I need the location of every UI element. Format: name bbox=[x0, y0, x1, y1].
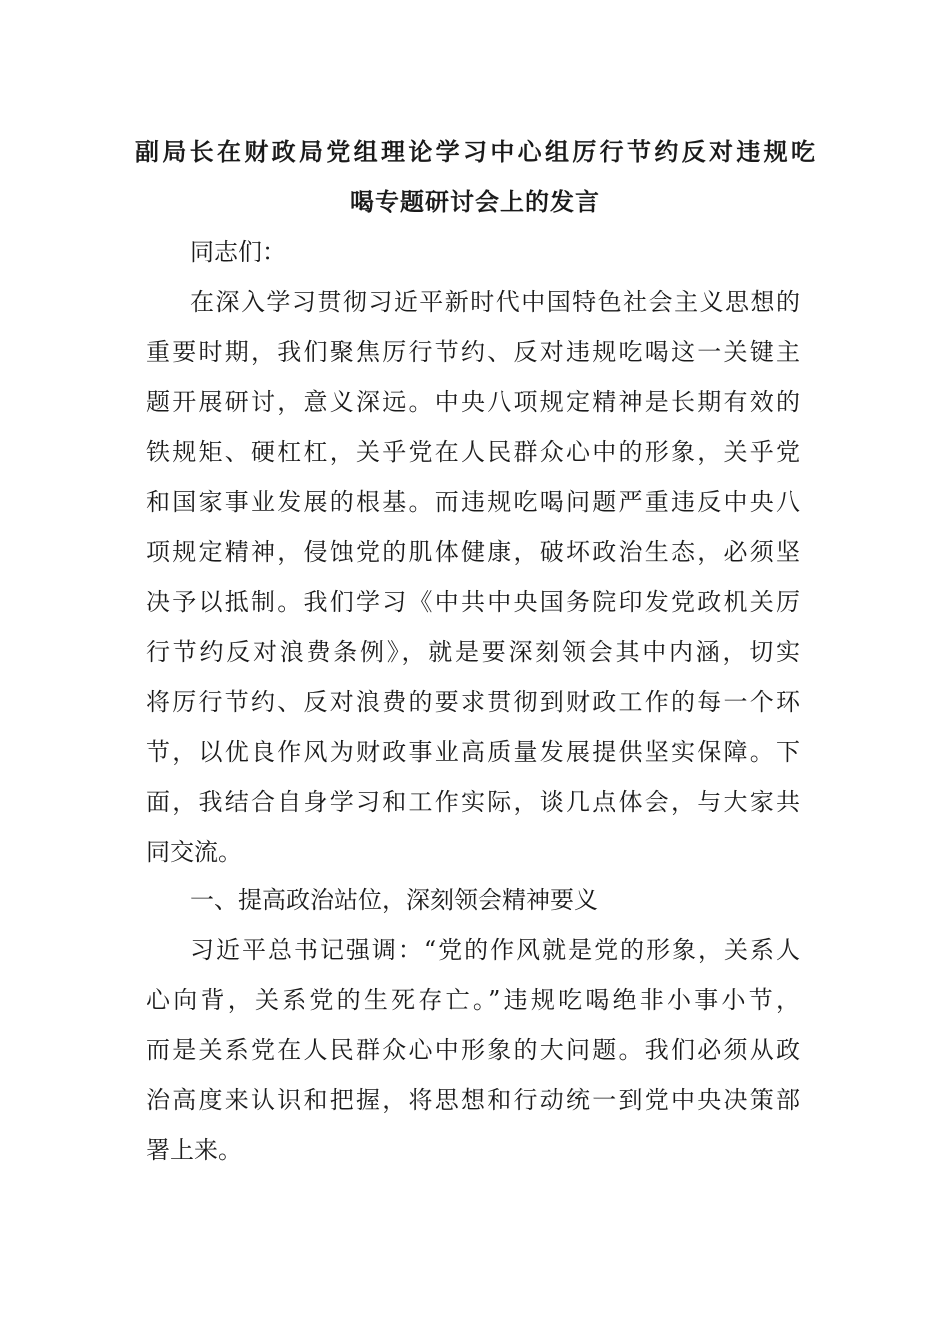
paragraph-1-line: 决予以抵制。我们学习《中共中央国务院印发党政机关厉 bbox=[146, 588, 800, 616]
paragraph-1-line: 项规定精神，侵蚀党的肌体健康，破坏政治生态，必须坚 bbox=[146, 538, 800, 566]
paragraph-2-line: 心向背，关系党的生死存亡。”违规吃喝绝非小事小节， bbox=[146, 986, 800, 1014]
paragraph-1-line: 和国家事业发展的根基。而违规吃喝问题严重违反中央八 bbox=[146, 488, 800, 516]
document-title-line-2: 喝专题研讨会上的发言 bbox=[350, 187, 600, 216]
paragraph-1-line: 面，我结合自身学习和工作实际，谈几点体会，与大家共 bbox=[146, 788, 800, 816]
paragraph-2-line: 而是关系党在人民群众心中形象的大问题。我们必须从政 bbox=[146, 1036, 800, 1064]
document-title-line-1: 副局长在财政局党组理论学习中心组厉行节约反对违规吃 bbox=[135, 137, 815, 166]
section-1-heading: 一、提高政治站位，深刻领会精神要义 bbox=[190, 886, 598, 914]
salutation: 同志们： bbox=[190, 238, 286, 266]
paragraph-2-line: 习近平总书记强调：“党的作风就是党的形象，关系人 bbox=[190, 936, 800, 964]
paragraph-1-line: 将厉行节约、反对浪费的要求贯彻到财政工作的每一个环 bbox=[146, 688, 800, 716]
paragraph-1-line: 题开展研讨，意义深远。中央八项规定精神是长期有效的 bbox=[146, 388, 800, 416]
paragraph-1-line: 同交流。 bbox=[146, 838, 242, 866]
paragraph-1-line: 重要时期，我们聚焦厉行节约、反对违规吃喝这一关键主 bbox=[146, 338, 800, 366]
paragraph-2-line: 治高度来认识和把握，将思想和行动统一到党中央决策部 bbox=[146, 1086, 800, 1114]
paragraph-1-line: 铁规矩、硬杠杠，关乎党在人民群众心中的形象，关乎党 bbox=[146, 438, 800, 466]
paragraph-2-line: 署上来。 bbox=[146, 1136, 242, 1164]
paragraph-1-line: 行节约反对浪费条例》，就是要深刻领会其中内涵，切实 bbox=[146, 638, 800, 666]
paragraph-1-line: 在深入学习贯彻习近平新时代中国特色社会主义思想的 bbox=[190, 288, 800, 316]
paragraph-1-line: 节，以优良作风为财政事业高质量发展提供坚实保障。下 bbox=[146, 738, 800, 766]
